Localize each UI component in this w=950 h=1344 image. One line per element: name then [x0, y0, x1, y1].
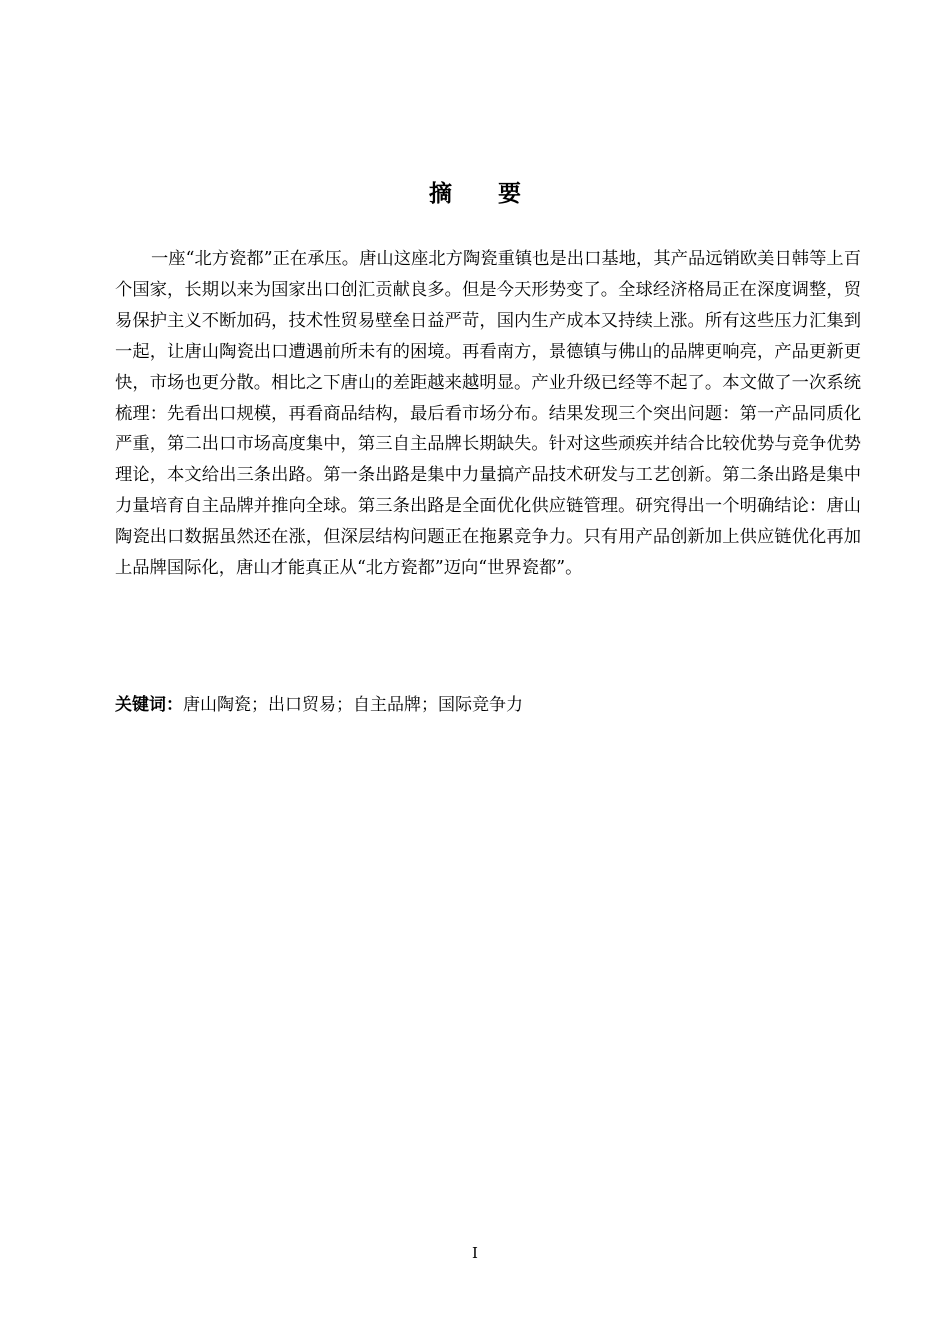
keywords-line — [115, 691, 861, 719]
keywords-label: 关键词： — [115, 695, 183, 715]
page-number: I — [472, 1244, 478, 1262]
abstract-body: 一座“北方瓷都”正在承压。唐山这座北方陶瓷重镇也是出口基地，其产品远销欧美日韩等上百个国家，长期以来为国家出口创汇贡献良多。但是今天形势变了。全球经济格局正在深度调整，贸易保护主义不断加码，技术性贸易壁垒日益严苛，国内生产成本又持续上涨。所有这些压力汇集到一起，让唐山陶瓷出口遭遇前所未有的困境。再看南方，景德镇与佛山的品牌更响亮，产品更新更快，市场也更分散。相比之下唐山的差距越来越明显。产业升级已经等不起了。本文做了一次系统梳理：先看出口规模，再看商品结构，最后看市场分布。结果发现三个突出问题：第一产品同质化严重，第二出口市场高度集中，第三自主品牌长期缺失。针对这些顽疾并结合比较优势与竞争优势理论，本文给出三条出路。第一条出路是集中力量搞产品技术研发与工艺创新。第二条出路是集中力量培育自主品牌并推向全球。第三条出路是全面优化供应链管理。研究得出一个明确结论：唐山陶瓷出口数据虽然还在涨，但深层结构问题正在拖累竞争力。只有用产品创新加上供应链优化再加上品牌国际化，唐山才能真正从“北方瓷都”迈向“世界瓷都”。 — [115, 249, 861, 579]
abstract-heading-char-1: 摘 — [429, 180, 452, 207]
keywords-list: 唐山陶瓷；出口贸易；自主品牌；国际竞争力 — [183, 695, 523, 715]
abstract-heading-char-2: 要 — [498, 180, 521, 207]
abstract-heading — [0, 178, 950, 210]
